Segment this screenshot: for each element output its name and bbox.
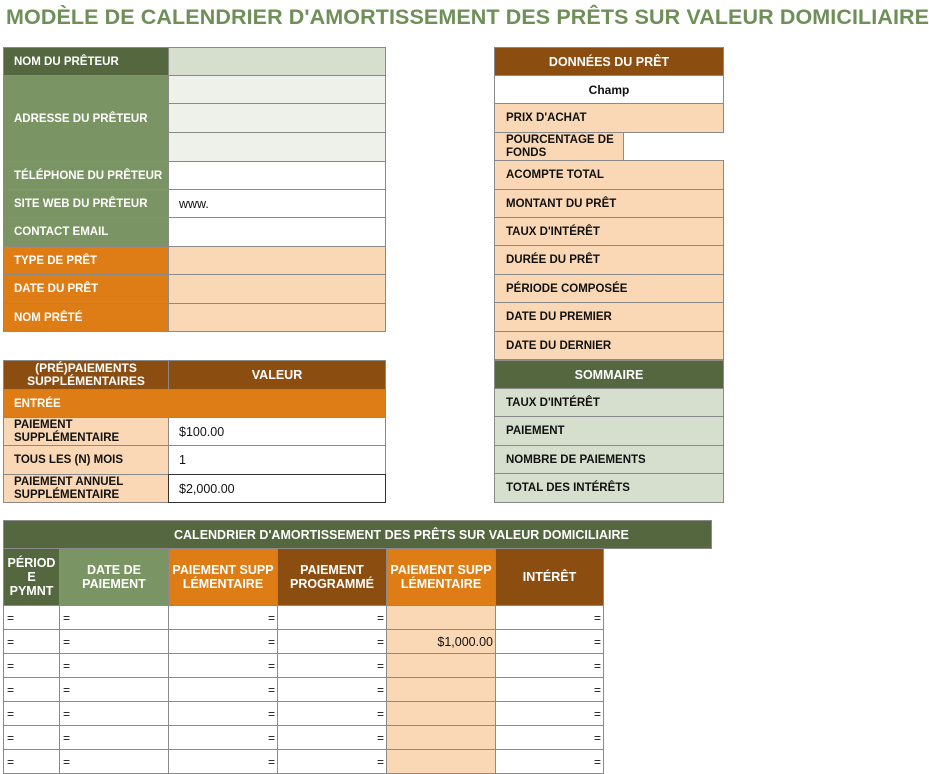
cell-scheduled-payment[interactable]: =	[277, 677, 387, 702]
borrower-name-label: NOM PRÊTÉ	[3, 303, 169, 332]
col-period-header: PÉRIOD E PYMNT	[3, 548, 60, 606]
schedule-title: CALENDRIER D'AMORTISSEMENT DES PRÊTS SUR VALEUR DOMICILIAIRE	[3, 520, 712, 549]
cell-extra-payment[interactable]: =	[168, 701, 278, 726]
lender-address-line-2[interactable]	[168, 103, 386, 133]
cell-extra-payment[interactable]: =	[168, 653, 278, 678]
cell-extra-payment-2[interactable]	[386, 701, 496, 726]
cell-payment-date[interactable]: =	[59, 749, 169, 774]
loan-date-field[interactable]	[168, 274, 386, 304]
data-row-last-date: DATE DU DERNIER	[494, 331, 724, 360]
cell-extra-payment-2[interactable]	[386, 605, 496, 630]
lender-address-label: ADRESSE DU PRÊTEUR	[3, 75, 169, 162]
cell-interest[interactable]: =	[495, 605, 604, 630]
cell-period[interactable]: =	[3, 677, 60, 702]
cell-period[interactable]: =	[3, 749, 60, 774]
col-scheduled-payment-header: PAIEMENT PROGRAMMÉ	[277, 548, 387, 606]
loan-data-panel	[494, 47, 670, 503]
cell-extra-payment-2[interactable]	[386, 677, 496, 702]
cell-interest[interactable]: =	[495, 701, 604, 726]
data-row-interest-rate: TAUX D'INTÉRÊT	[494, 217, 724, 246]
data-row-percent-funds: POURCENTAGE DE FONDS	[494, 132, 624, 161]
data-row-purchase-price: PRIX D'ACHAT	[494, 103, 724, 133]
cell-extra-payment-2[interactable]	[386, 653, 496, 678]
cell-extra-payment-2[interactable]	[386, 749, 496, 774]
entry-label: ENTRÉE	[3, 389, 386, 418]
loan-data-header: DONNÉES DU PRÊT	[494, 47, 724, 76]
cell-period[interactable]: =	[3, 605, 60, 630]
cell-extra-payment-2[interactable]	[386, 725, 496, 750]
cell-interest[interactable]: =	[495, 677, 604, 702]
loan-data-subheader: Champ	[494, 75, 724, 104]
data-row-compound-period: PÉRIODE COMPOSÉE	[494, 274, 724, 303]
lender-website-field[interactable]: www.	[168, 189, 386, 218]
summary-row-payment-count: NOMBRE DE PAIEMENTS	[494, 445, 724, 474]
lender-address-line-1[interactable]	[168, 75, 386, 104]
lender-name-label: NOM DU PRÊTEUR	[3, 47, 169, 76]
extra-payment-field[interactable]: $100.00	[168, 417, 386, 446]
col-extra-payment-header: PAIEMENT SUPPLÉMENTAIRE	[168, 548, 278, 606]
cell-period[interactable]: =	[3, 725, 60, 750]
cell-period[interactable]: =	[3, 629, 60, 654]
cell-payment-date[interactable]: =	[59, 653, 169, 678]
cell-scheduled-payment[interactable]: =	[277, 629, 387, 654]
loan-date-label: DATE DU PRÊT	[3, 274, 169, 304]
col-interest-header: INTÉRÊT	[495, 548, 604, 606]
cell-extra-payment[interactable]: =	[168, 677, 278, 702]
cell-extra-payment-2[interactable]: $1,000.00	[386, 629, 496, 654]
cell-payment-date[interactable]: =	[59, 677, 169, 702]
cell-extra-payment[interactable]: =	[168, 605, 278, 630]
cell-interest[interactable]: =	[495, 629, 604, 654]
data-row-loan-term: DURÉE DU PRÊT	[494, 245, 724, 275]
cell-scheduled-payment[interactable]: =	[277, 749, 387, 774]
data-row-down-payment: ACOMPTE TOTAL	[494, 160, 724, 190]
every-n-months-label: TOUS LES (N) MOIS	[3, 445, 169, 475]
page-title: MODÈLE DE CALENDRIER D'AMORTISSEMENT DES PRÊTS SUR VALEUR DOMICILIAIRE	[6, 5, 929, 29]
cell-scheduled-payment[interactable]: =	[277, 653, 387, 678]
lender-website-label: SITE WEB DU PRÊTEUR	[3, 189, 169, 218]
col-payment-date-header: DATE DE PAIEMENT	[59, 548, 169, 606]
lender-email-label: CONTACT EMAIL	[3, 217, 169, 247]
borrower-name-field[interactable]	[168, 303, 386, 332]
extra-payments-value-header: VALEUR	[168, 360, 386, 390]
loan-type-field[interactable]	[168, 246, 386, 275]
cell-period[interactable]: =	[3, 701, 60, 726]
cell-payment-date[interactable]: =	[59, 629, 169, 654]
annual-extra-payment-field[interactable]: $2,000.00	[168, 474, 386, 503]
lender-phone-label: TÉLÉPHONE DU PRÊTEUR	[3, 161, 169, 190]
cell-extra-payment[interactable]: =	[168, 629, 278, 654]
summary-row-total-interest: TOTAL DES INTÉRÊTS	[494, 473, 724, 503]
summary-row-payment: PAIEMENT	[494, 416, 724, 446]
cell-scheduled-payment[interactable]: =	[277, 701, 387, 726]
data-row-loan-amount: MONTANT DU PRÊT	[494, 189, 724, 218]
extra-payment-label: PAIEMENT SUPPLÉMENTAIRE	[3, 417, 169, 446]
cell-payment-date[interactable]: =	[59, 701, 169, 726]
cell-extra-payment[interactable]: =	[168, 725, 278, 750]
cell-scheduled-payment[interactable]: =	[277, 605, 387, 630]
summary-row-interest-rate: TAUX D'INTÉRÊT	[494, 388, 724, 417]
extra-payments-header: (PRÉ)PAIEMENTS SUPPLÉMENTAIRES	[3, 360, 169, 390]
cell-interest[interactable]: =	[495, 653, 604, 678]
lender-phone-field[interactable]	[168, 161, 386, 190]
lender-email-field[interactable]	[168, 217, 386, 247]
loan-type-label: TYPE DE PRÊT	[3, 246, 169, 275]
summary-header: SOMMAIRE	[494, 360, 724, 389]
lender-address-line-3[interactable]	[168, 132, 386, 162]
data-row-first-date: DATE DU PREMIER	[494, 302, 724, 332]
cell-interest[interactable]: =	[495, 725, 604, 750]
cell-extra-payment[interactable]: =	[168, 749, 278, 774]
annual-extra-payment-label: PAIEMENT ANNUEL SUPPLÉMENTAIRE	[3, 474, 169, 503]
cell-scheduled-payment[interactable]: =	[277, 725, 387, 750]
lender-name-field[interactable]	[168, 47, 386, 76]
cell-interest[interactable]: =	[495, 749, 604, 774]
every-n-months-field[interactable]: 1	[168, 445, 386, 475]
cell-period[interactable]: =	[3, 653, 60, 678]
col-extra-payment-2-header: PAIEMENT SUPPLÉMENTAIRE	[386, 548, 496, 606]
cell-payment-date[interactable]: =	[59, 605, 169, 630]
cell-payment-date[interactable]: =	[59, 725, 169, 750]
